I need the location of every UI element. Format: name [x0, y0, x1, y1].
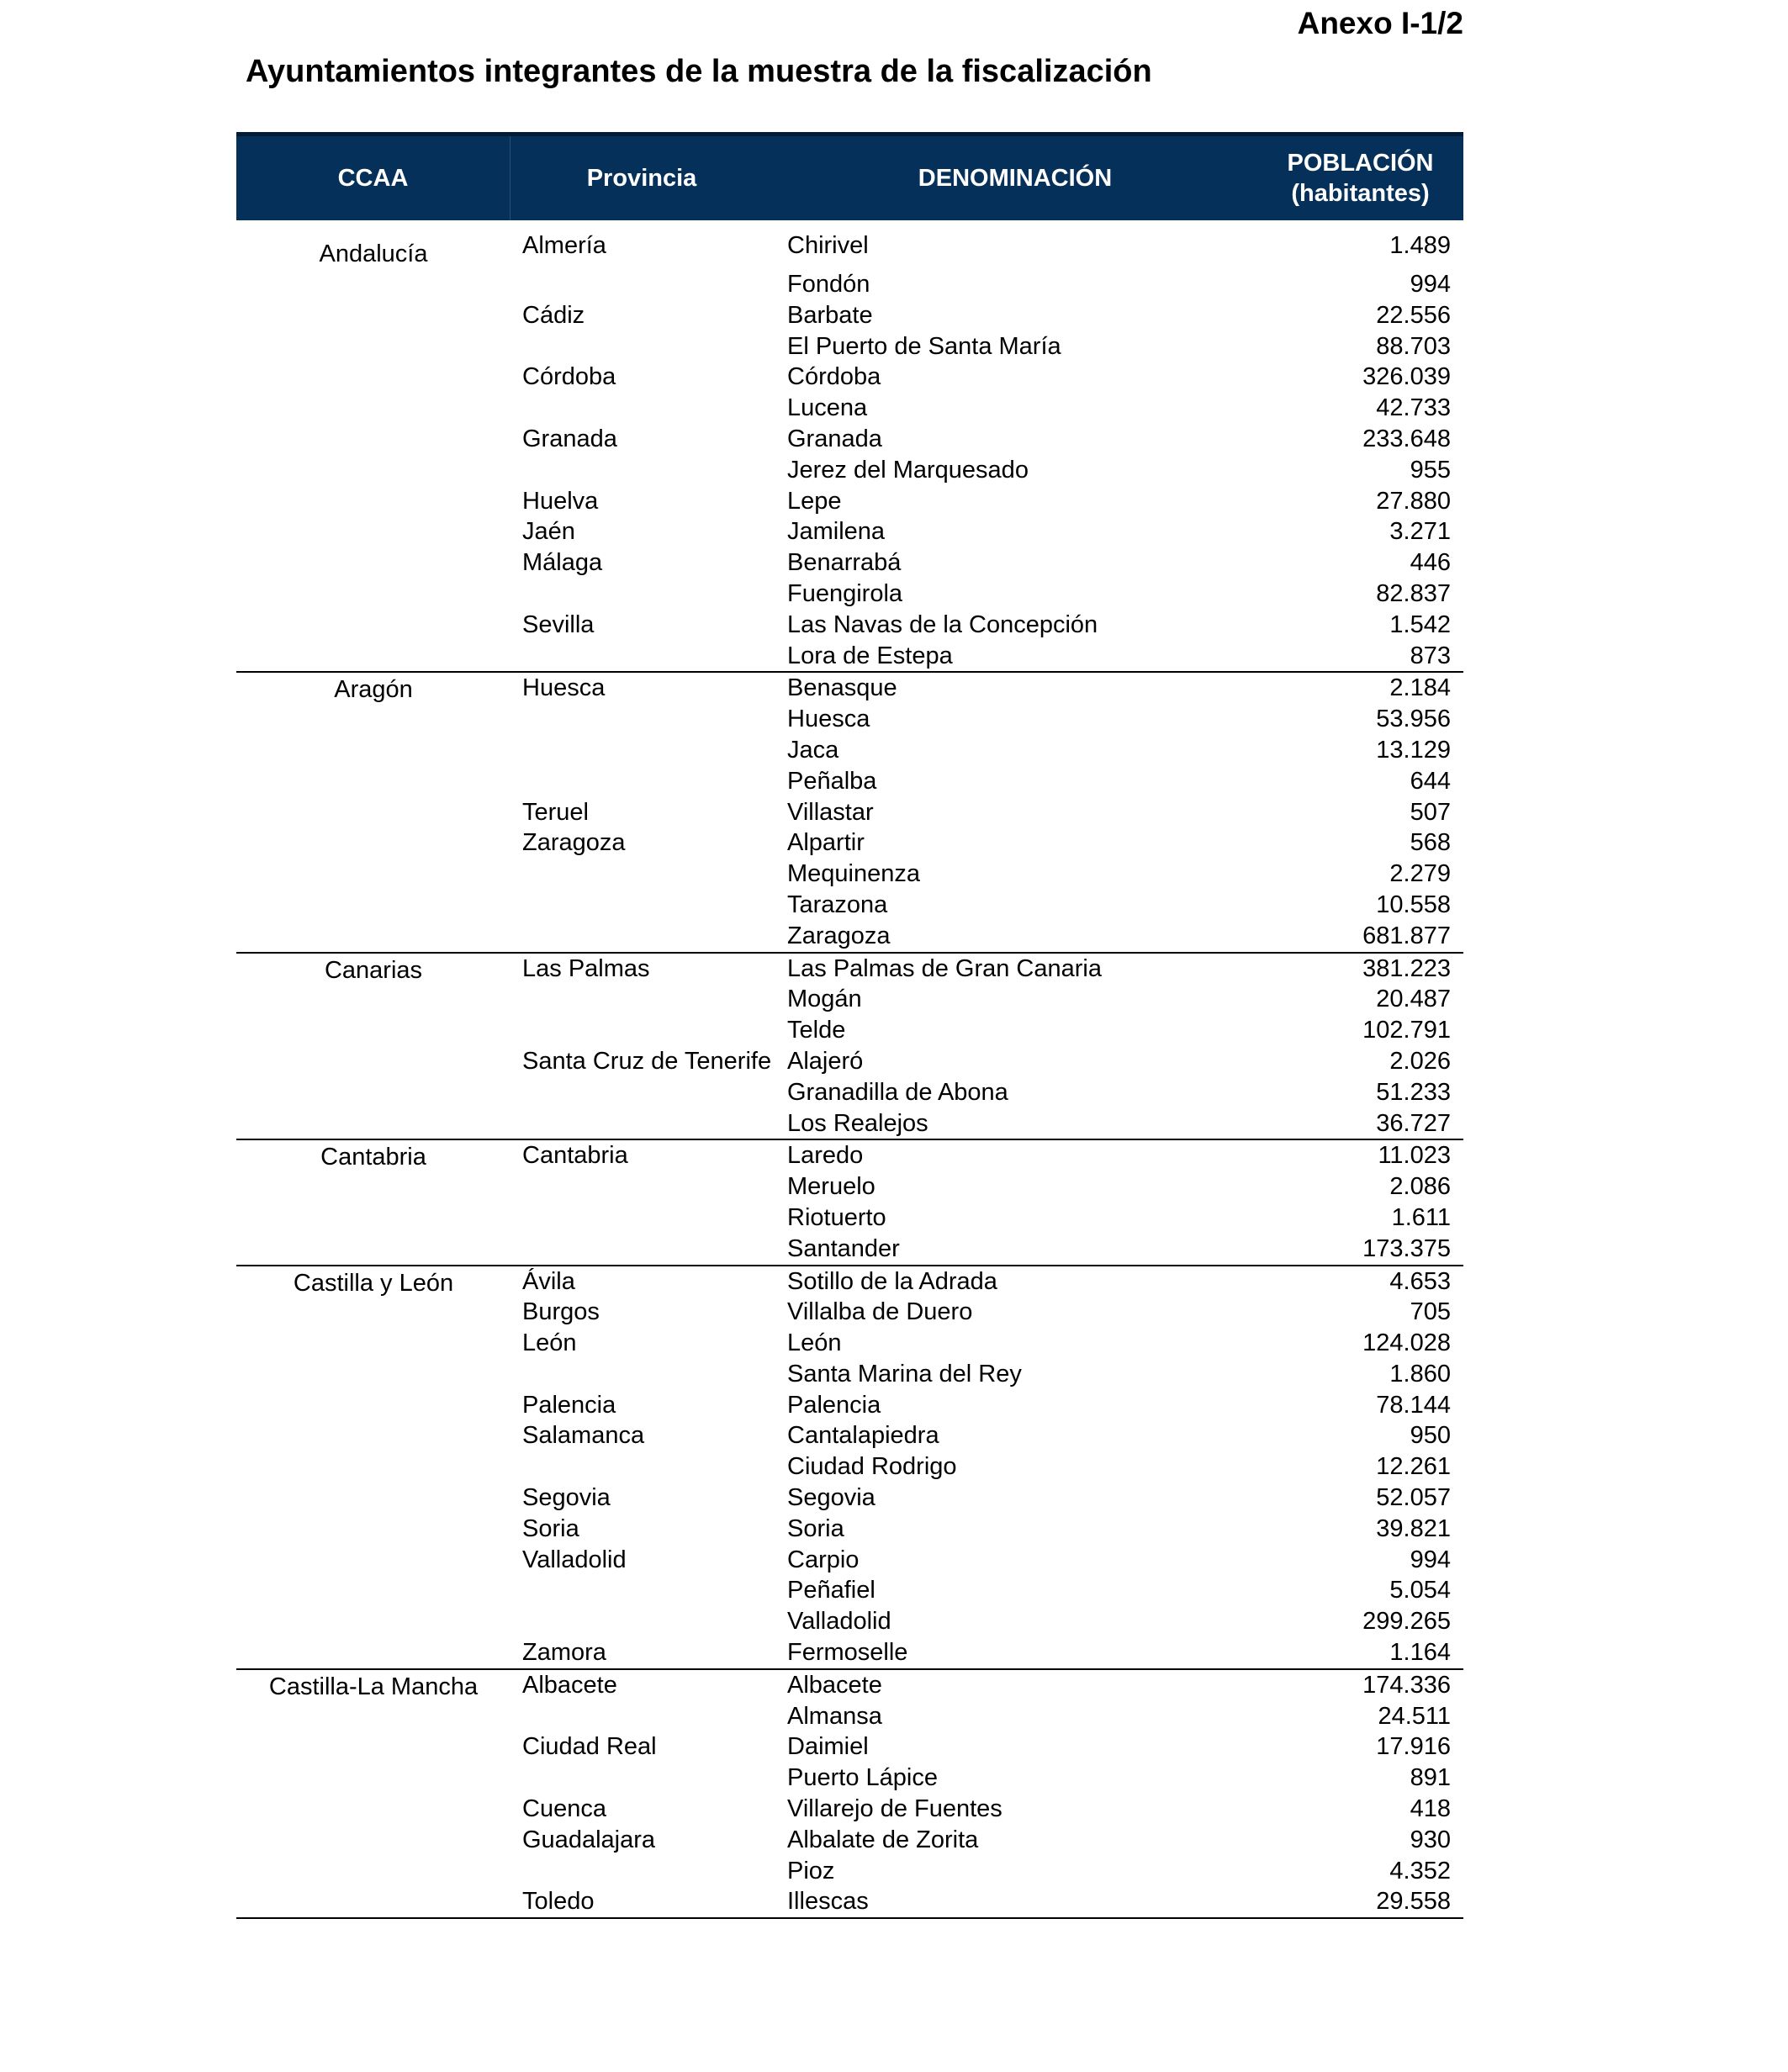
table-row — [236, 269, 1463, 300]
table-row — [236, 1266, 1463, 1298]
cell-denominacion: Benarrabá — [787, 549, 902, 577]
cell-denominacion: Laredo — [787, 1142, 864, 1170]
table-row — [236, 735, 1463, 766]
table-row — [236, 1731, 1463, 1763]
cell-provincia: Huelva — [522, 487, 599, 515]
header-provincia: Provincia — [586, 165, 697, 192]
cell-poblacion: 568 — [1410, 829, 1451, 857]
table-row — [236, 230, 1463, 269]
table-row — [236, 516, 1463, 547]
cell-poblacion: 36.727 — [1376, 1109, 1451, 1137]
table-row — [236, 1825, 1463, 1856]
cell-provincia: Ciudad Real — [522, 1733, 657, 1761]
table-row — [236, 797, 1463, 828]
table-row — [236, 1670, 1463, 1701]
cell-poblacion: 1.611 — [1391, 1203, 1451, 1231]
header-denominacion: DENOMINACIÓN — [918, 165, 1113, 192]
table-row — [236, 547, 1463, 579]
table-row — [236, 579, 1463, 610]
header-poblacion — [1257, 136, 1463, 220]
table-row — [236, 673, 1463, 704]
table-row — [236, 300, 1463, 331]
cell-denominacion: Barbate — [787, 301, 873, 329]
cell-poblacion: 88.703 — [1376, 332, 1451, 360]
cell-denominacion: Illescas — [787, 1888, 869, 1916]
cell-provincia: Albacete — [522, 1671, 617, 1699]
cell-provincia: Segovia — [522, 1484, 611, 1512]
cell-provincia: Sevilla — [522, 610, 595, 638]
ccaa-group — [236, 673, 1463, 953]
table-row — [236, 1359, 1463, 1390]
cell-provincia: Santa Cruz de Tenerife — [522, 1047, 772, 1075]
cell-denominacion: Santa Marina del Rey — [787, 1360, 1022, 1388]
cell-poblacion: 4.352 — [1389, 1857, 1451, 1884]
cell-provincia: Jaén — [522, 518, 575, 546]
cell-provincia: Valladolid — [522, 1546, 627, 1573]
table-row — [236, 362, 1463, 393]
cell-poblacion: 3.271 — [1389, 518, 1451, 546]
cell-poblacion: 446 — [1410, 549, 1451, 577]
cell-poblacion: 2.184 — [1389, 674, 1451, 702]
table-row — [236, 610, 1463, 641]
cell-provincia: Cuenca — [522, 1795, 606, 1823]
table-row — [236, 1701, 1463, 1732]
ccaa-group — [236, 230, 1463, 673]
cell-denominacion: Sotillo de la Adrada — [787, 1267, 997, 1295]
cell-poblacion: 507 — [1410, 798, 1451, 826]
cell-denominacion: Albalate de Zorita — [787, 1826, 979, 1853]
table-row — [236, 1390, 1463, 1421]
cell-provincia: Burgos — [522, 1298, 600, 1326]
cell-denominacion: Zaragoza — [787, 922, 891, 949]
cell-poblacion: 174.336 — [1362, 1671, 1451, 1699]
cell-denominacion: León — [787, 1329, 842, 1357]
table-row — [236, 1015, 1463, 1046]
cell-poblacion: 299.265 — [1362, 1608, 1451, 1636]
table-header — [236, 132, 1463, 220]
ccaa-group — [236, 1266, 1463, 1670]
cell-provincia: Palencia — [522, 1391, 616, 1419]
cell-denominacion: El Puerto de Santa María — [787, 332, 1061, 360]
table-row — [236, 1297, 1463, 1328]
cell-denominacion: Lucena — [787, 394, 868, 422]
cell-poblacion: 891 — [1410, 1764, 1451, 1792]
cell-denominacion: Meruelo — [787, 1173, 875, 1201]
cell-poblacion: 42.733 — [1376, 394, 1451, 422]
cell-denominacion: Pioz — [787, 1857, 835, 1884]
cell-denominacion: Lora de Estepa — [787, 642, 953, 669]
cell-provincia: Soria — [522, 1514, 579, 1542]
table-row — [236, 393, 1463, 424]
cell-denominacion: Peñalba — [787, 767, 877, 795]
cell-denominacion: Segovia — [787, 1484, 875, 1512]
cell-provincia: Ávila — [522, 1267, 575, 1295]
cell-poblacion: 705 — [1410, 1298, 1451, 1326]
municipalities-table — [236, 132, 1463, 1919]
table-row — [236, 1046, 1463, 1077]
cell-provincia: Toledo — [522, 1888, 595, 1916]
cell-denominacion: Carpio — [787, 1546, 860, 1573]
cell-poblacion: 381.223 — [1362, 954, 1451, 982]
cell-provincia: Málaga — [522, 549, 603, 577]
cell-poblacion: 78.144 — [1376, 1391, 1451, 1419]
cell-poblacion: 22.556 — [1376, 301, 1451, 329]
cell-poblacion: 20.487 — [1376, 986, 1451, 1013]
cell-denominacion: Riotuerto — [787, 1203, 886, 1231]
cell-poblacion: 2.086 — [1389, 1173, 1451, 1201]
ccaa-group — [236, 1140, 1463, 1266]
cell-poblacion: 82.837 — [1376, 579, 1451, 607]
cell-poblacion: 13.129 — [1376, 736, 1451, 764]
cell-poblacion: 173.375 — [1362, 1234, 1451, 1262]
cell-poblacion: 418 — [1410, 1795, 1451, 1823]
cell-denominacion: Soria — [787, 1514, 844, 1542]
cell-poblacion: 51.233 — [1376, 1078, 1451, 1106]
cell-provincia: Las Palmas — [522, 954, 650, 982]
cell-denominacion: Granada — [787, 425, 882, 452]
cell-poblacion: 124.028 — [1362, 1329, 1451, 1357]
cell-poblacion: 53.956 — [1376, 706, 1451, 733]
cell-denominacion: Córdoba — [787, 363, 881, 391]
cell-poblacion: 12.261 — [1376, 1453, 1451, 1481]
cell-denominacion: Mogán — [787, 986, 862, 1013]
cell-denominacion: Chirivel — [787, 232, 869, 259]
cell-denominacion: Tarazona — [787, 891, 888, 918]
cell-denominacion: Santander — [787, 1234, 900, 1262]
cell-provincia: Huesca — [522, 674, 606, 702]
cell-denominacion: Villastar — [787, 798, 874, 826]
table-row — [236, 859, 1463, 890]
table-row — [236, 1077, 1463, 1108]
cell-denominacion: Almansa — [787, 1702, 882, 1730]
cell-poblacion: 994 — [1410, 1546, 1451, 1573]
cell-provincia: Cantabria — [522, 1142, 628, 1170]
cell-denominacion: Fermoselle — [787, 1639, 908, 1667]
cell-provincia: Salamanca — [522, 1422, 645, 1450]
cell-ccaa: Castilla y León — [293, 1269, 454, 1297]
table-row — [236, 486, 1463, 517]
cell-poblacion: 326.039 — [1362, 363, 1451, 391]
cell-denominacion: Alpartir — [787, 829, 865, 857]
table-row — [236, 1234, 1463, 1265]
cell-denominacion: Jerez del Marquesado — [787, 456, 1029, 484]
cell-poblacion: 1.164 — [1389, 1639, 1451, 1667]
cell-provincia: Cádiz — [522, 301, 585, 329]
table-row — [236, 954, 1463, 985]
cell-poblacion: 24.511 — [1378, 1702, 1451, 1730]
annex-label: Anexo I-1/2 — [1297, 6, 1463, 40]
cell-poblacion: 5.054 — [1389, 1577, 1451, 1604]
cell-provincia: Zaragoza — [522, 829, 626, 857]
cell-denominacion: Cantalapiedra — [787, 1422, 939, 1450]
cell-poblacion: 10.558 — [1376, 891, 1451, 918]
cell-denominacion: Daimiel — [787, 1733, 869, 1761]
page-title: Ayuntamientos integrantes de la muestra de la fiscalización — [246, 54, 1152, 89]
cell-poblacion: 930 — [1410, 1826, 1451, 1853]
cell-denominacion: Granadilla de Abona — [787, 1078, 1008, 1106]
cell-poblacion: 39.821 — [1376, 1514, 1451, 1542]
cell-denominacion: Fondón — [787, 271, 870, 298]
table-row — [236, 641, 1463, 672]
header-ccaa: CCAA — [236, 136, 510, 220]
cell-denominacion: Villarejo de Fuentes — [787, 1795, 1002, 1823]
table-row — [236, 424, 1463, 455]
cell-provincia: Teruel — [522, 798, 589, 826]
cell-denominacion: Peñafiel — [787, 1577, 875, 1604]
cell-denominacion: Ciudad Rodrigo — [787, 1453, 957, 1481]
cell-ccaa: Aragón — [334, 676, 413, 704]
table-row — [236, 1108, 1463, 1139]
table-row — [236, 1328, 1463, 1359]
table-row — [236, 1794, 1463, 1825]
cell-poblacion: 1.489 — [1389, 232, 1451, 259]
table-row — [236, 1420, 1463, 1451]
table-row — [236, 1451, 1463, 1483]
cell-poblacion: 29.558 — [1376, 1888, 1451, 1916]
table-row — [236, 704, 1463, 735]
cell-poblacion: 102.791 — [1362, 1017, 1451, 1044]
cell-poblacion: 17.916 — [1376, 1733, 1451, 1761]
table-row — [236, 1140, 1463, 1171]
header-poblacion-line1: POBLACIÓN — [1287, 150, 1434, 177]
table-row — [236, 1763, 1463, 1794]
cell-ccaa: Castilla-La Mancha — [268, 1673, 479, 1700]
table-row — [236, 890, 1463, 921]
table-row — [236, 1202, 1463, 1234]
table-row — [236, 331, 1463, 362]
table-row — [236, 1575, 1463, 1606]
header-poblacion-line2: (habitantes) — [1291, 180, 1430, 207]
cell-denominacion: Fuengirola — [787, 579, 903, 607]
cell-ccaa: Cantabria — [320, 1144, 426, 1171]
cell-denominacion: Valladolid — [787, 1608, 891, 1636]
cell-denominacion: Palencia — [787, 1391, 881, 1419]
table-body — [236, 230, 1463, 1919]
cell-poblacion: 873 — [1410, 642, 1451, 669]
cell-poblacion: 4.653 — [1389, 1267, 1451, 1295]
cell-denominacion: Telde — [787, 1017, 846, 1044]
table-row — [236, 984, 1463, 1015]
cell-poblacion: 11.023 — [1378, 1142, 1451, 1170]
table-row — [236, 1514, 1463, 1545]
cell-denominacion: Lepe — [787, 487, 842, 515]
cell-provincia: Granada — [522, 425, 617, 452]
table-row — [236, 1171, 1463, 1202]
cell-denominacion: Benasque — [787, 674, 897, 702]
cell-denominacion: Mequinenza — [787, 860, 920, 888]
cell-poblacion: 52.057 — [1376, 1484, 1451, 1512]
ccaa-group — [236, 1670, 1463, 1919]
cell-provincia: Zamora — [522, 1639, 606, 1667]
cell-denominacion: Jamilena — [787, 518, 886, 546]
cell-denominacion: Villalba de Duero — [787, 1298, 973, 1326]
cell-denominacion: Alajeró — [787, 1047, 864, 1075]
table-row — [236, 1545, 1463, 1576]
cell-poblacion: 955 — [1410, 456, 1451, 484]
cell-poblacion: 994 — [1410, 271, 1451, 298]
cell-denominacion: Huesca — [787, 706, 870, 733]
table-row — [236, 455, 1463, 486]
cell-poblacion: 681.877 — [1362, 922, 1451, 949]
cell-poblacion: 2.026 — [1389, 1047, 1451, 1075]
table-row — [236, 1606, 1463, 1637]
cell-ccaa: Andalucía — [319, 240, 428, 267]
table-row — [236, 766, 1463, 797]
ccaa-group — [236, 954, 1463, 1141]
cell-ccaa: Canarias — [324, 956, 423, 984]
cell-denominacion: Las Palmas de Gran Canaria — [787, 954, 1102, 982]
table-row — [236, 1637, 1463, 1668]
cell-poblacion: 644 — [1410, 767, 1451, 795]
cell-denominacion: Jaca — [787, 736, 839, 764]
table-row — [236, 827, 1463, 859]
cell-provincia: Córdoba — [522, 363, 616, 391]
cell-poblacion: 233.648 — [1362, 425, 1451, 452]
table-row — [236, 1483, 1463, 1514]
table-row — [236, 1886, 1463, 1917]
cell-poblacion: 1.860 — [1389, 1360, 1451, 1388]
cell-poblacion: 27.880 — [1376, 487, 1451, 515]
cell-denominacion: Los Realejos — [787, 1109, 928, 1137]
cell-poblacion: 1.542 — [1389, 610, 1451, 638]
table-row — [236, 921, 1463, 952]
table-row — [236, 1856, 1463, 1887]
cell-poblacion: 950 — [1410, 1422, 1451, 1450]
cell-denominacion: Las Navas de la Concepción — [787, 610, 1098, 638]
cell-denominacion: Albacete — [787, 1671, 882, 1699]
cell-provincia: León — [522, 1329, 577, 1357]
cell-provincia: Guadalajara — [522, 1826, 655, 1853]
cell-poblacion: 2.279 — [1389, 860, 1451, 888]
cell-denominacion: Puerto Lápice — [787, 1764, 938, 1792]
cell-provincia: Almería — [522, 232, 606, 259]
